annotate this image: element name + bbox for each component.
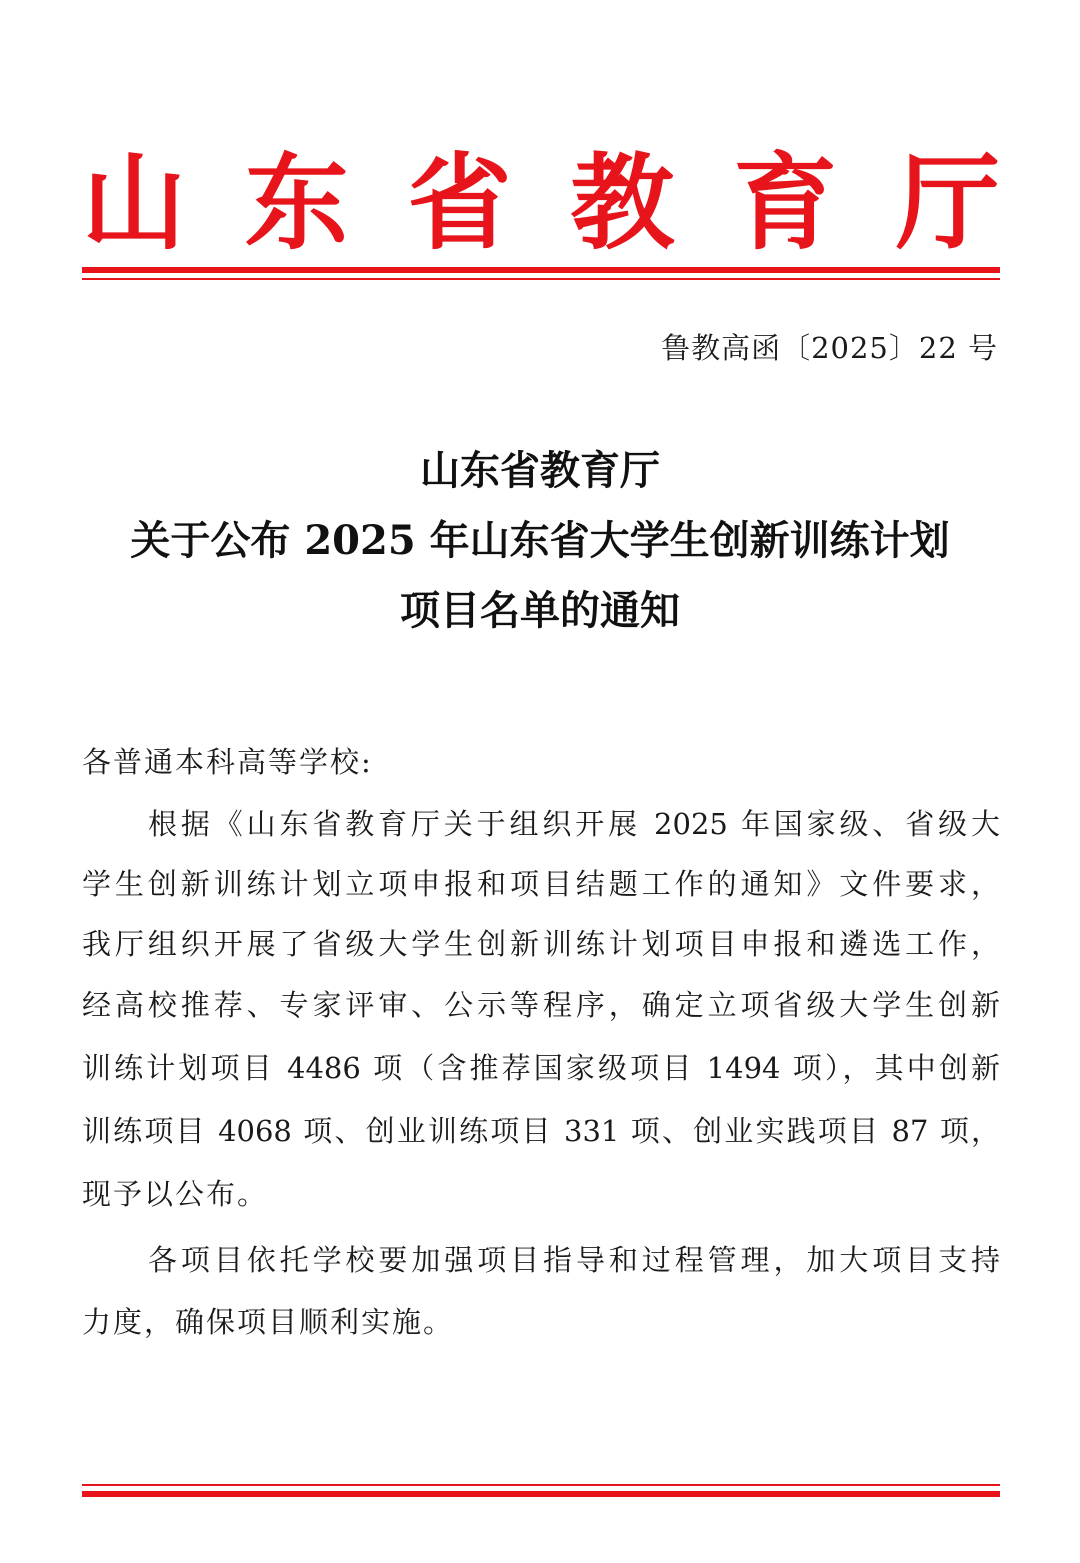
paragraph-2-line: 力度，确保项目顺利实施。	[82, 1305, 455, 1339]
paragraph-1-line: 我厅组织开展了省级大学生创新训练计划项目申报和遴选工作，	[82, 927, 1000, 961]
letterhead-char: 厅	[895, 141, 1000, 264]
header-divider-thin	[82, 278, 1000, 280]
letterhead-char: 省	[407, 141, 512, 264]
letterhead-char: 教	[570, 141, 675, 264]
title-line-2: 关于公布 2025 年山东省大学生创新训练计划	[130, 517, 950, 564]
paragraph-1-line: 根据《山东省教育厅关于组织开展 2025 年国家级、省级大	[148, 807, 1000, 841]
paragraph-1-line: 训练项目 4068 项、创业训练项目 331 项、创业实践项目 87 项，	[82, 1114, 1000, 1148]
paragraph-2-line: 各项目依托学校要加强项目指导和过程管理，加大项目支持	[148, 1243, 1000, 1277]
footer-divider-thin	[82, 1484, 1000, 1486]
paragraph-1-line: 训练计划项目 4486 项（含推荐国家级项目 1494 项），其中创新	[82, 1051, 1000, 1085]
footer-divider-thick	[82, 1491, 1000, 1497]
letterhead-char: 东	[244, 141, 349, 264]
header-divider-thick	[82, 267, 1000, 273]
title-line-3: 项目名单的通知	[400, 587, 680, 634]
paragraph-1-line: 经高校推荐、专家评审、公示等程序，确定立项省级大学生创新	[82, 988, 1000, 1022]
letterhead-char: 育	[733, 141, 838, 264]
salutation: 各普通本科高等学校:	[82, 745, 373, 779]
letterhead	[82, 141, 1000, 264]
title-line-1: 山东省教育厅	[420, 447, 660, 494]
paragraph-1-line: 现予以公布。	[82, 1177, 269, 1211]
paragraph-1-line: 学生创新训练计划立项申报和项目结题工作的通知》文件要求，	[82, 867, 1000, 901]
letterhead-char: 山	[82, 141, 187, 264]
document-number: 鲁教高函〔2025〕22 号	[661, 331, 998, 365]
